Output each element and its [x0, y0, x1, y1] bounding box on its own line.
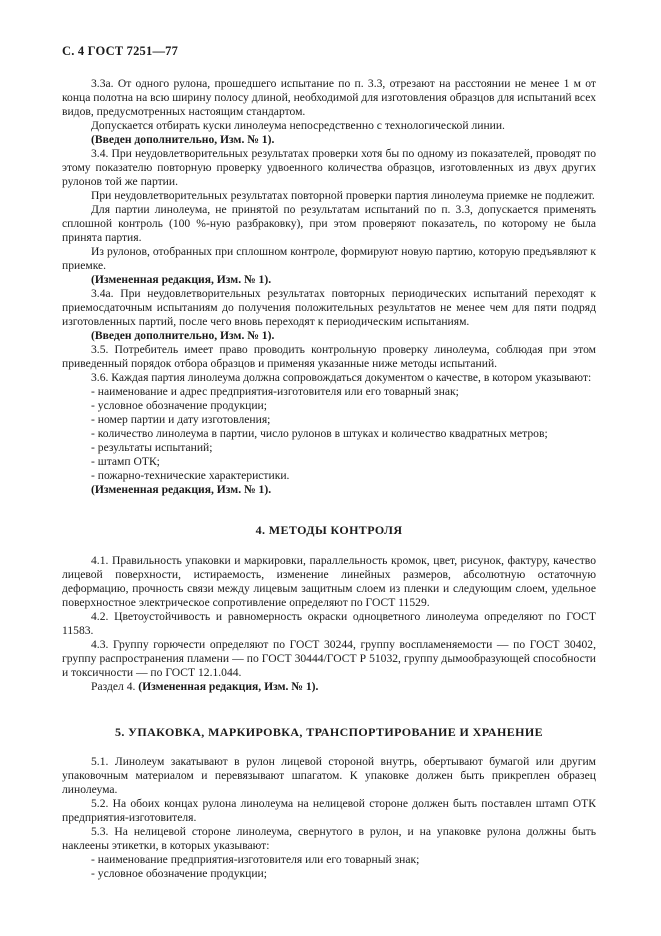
quality-document-list [62, 385, 596, 483]
section-4-edit-prefix: Раздел 4. [91, 680, 136, 693]
paragraph: Допускается отбирать куски линолеума непосредственно с технологической линии. [91, 119, 505, 132]
section-4-body [62, 554, 596, 680]
paragraph: 3.3а. От одного рулона, прошедшего испытание по п. 3.3, отрезают на расстоянии не менее 1 м от конца полотна на всю ширину полосу длиной, необходимой для изготовления образцов для испытаний всех видов, предусмотренных настоящим стандартом. [62, 77, 596, 118]
list-item: - пожарно-технические характеристики. [91, 469, 596, 483]
paragraph: 3.5. Потребитель имеет право проводить контрольную проверку линолеума, соблюдая при этом приведенный порядок отбора образцов и применяя указанные ниже методы испытаний. [62, 343, 596, 370]
section-5-title: 5. УПАКОВКА, МАРКИРОВКА, ТРАНСПОРТИРОВАНИЕ И ХРАНЕНИЕ [114, 725, 544, 739]
list-item: - наименование и адрес предприятия-изготовителя или его товарный знак; [91, 385, 596, 399]
list-item: - номер партии и дату изготовления; [91, 413, 596, 427]
document-body [62, 77, 596, 881]
section-5-body [62, 755, 596, 853]
section-3-continuation [62, 77, 596, 385]
paragraph: 5.2. На обоих концах рулона линолеума на нелицевой стороне должен быть поставлен штамп ОТК предприятия-изготовителя. [62, 797, 596, 824]
list-item: - наименование предприятия-изготовителя или его товарный знак; [91, 853, 596, 867]
paragraph: При неудовлетворительных результатах повторной проверки партия линолеума приемке не подлежит. [91, 189, 595, 202]
list-item: - условное обозначение продукции; [91, 399, 596, 413]
list-item: - штамп ОТК; [91, 455, 596, 469]
edit-note: (Измененная редакция, Изм. № 1). [91, 483, 272, 496]
list-item: - условное обозначение продукции; [91, 867, 596, 881]
paragraph: 5.1. Линолеум закатывают в рулон лицевой стороной внутрь, обертывают бумагой или другим упаковочным материалом и перевязывают шпагатом. К упаковке должен быть прикреплен образец линолеума. [62, 755, 596, 796]
list-item: - количество линолеума в партии, число рулонов в штуках и количество квадратных метров; [91, 427, 596, 441]
edit-note: (Введен дополнительно, Изм. № 1). [91, 329, 275, 342]
paragraph: 5.3. На нелицевой стороне линолеума, свернутого в рулон, и на упаковке рулона должны быть наклеены этикетки, в которых указывают: [62, 825, 596, 852]
page-header: С. 4 ГОСТ 7251—77 [62, 44, 179, 58]
paragraph: 4.2. Цветоустойчивость и равномерность окраски одноцветного линолеума определяют по ГОСТ 11583. [62, 610, 596, 637]
paragraph: Из рулонов, отобранных при сплошном контроле, формируют новую партию, которую предъявляют к приемке. [62, 245, 596, 272]
paragraph: 4.3. Группу горючести определяют по ГОСТ 30244, группу воспламеняемости — по ГОСТ 30402, группу распространения пламени — по ГОСТ 30444/ГОСТ Р 51032, группу дымообразующей способности и токсичности — по ГОСТ 12.1.044. [62, 638, 596, 679]
section-4-edit-text: (Измененная редакция, Изм. № 1). [138, 680, 319, 693]
section-4-title: 4. МЕТОДЫ КОНТРОЛЯ [255, 523, 403, 537]
paragraph: Для партии линолеума, не принятой по результатам испытаний по п. 3.3, допускается применять сплошной контроль (100 %-ную разбраковку), при этом проверяют показатель, по которому не была принята партия. [62, 203, 596, 244]
section-4-edit-note [62, 680, 596, 694]
label-contents-list [62, 853, 596, 881]
paragraph: 3.6. Каждая партия линолеума должна сопровождаться документом о качестве, в котором указывают: [91, 371, 592, 384]
paragraph: 3.4а. При неудовлетворительных результатах повторных периодических испытаний переходят к приемосдаточным испытаниям до получения положительных результатов не менее чем для пяти подряд изготовленных партий, после чего вновь переходят к периодическим испытаниям. [62, 287, 596, 328]
edit-note: (Введен дополнительно, Изм. № 1). [91, 133, 275, 146]
list-item: - результаты испытаний; [91, 441, 596, 455]
edit-note: (Измененная редакция, Изм. № 1). [91, 273, 272, 286]
paragraph: 4.1. Правильность упаковки и маркировки, параллельность кромок, цвет, рисунок, фактуру, качество лицевой поверхности, истираемость, изменение линейных размеров, абсолютную остаточную деформацию, прочность связи между лицевым защитным слоем из пленки и следующим слоем, удельное поверхностное электрическое сопротивление определяют по ГОСТ 11529. [62, 554, 596, 609]
paragraph: 3.4. При неудовлетворительных результатах проверки хотя бы по одному из показателей, проводят по этому показателю повторную проверку удвоенного количества образцов, изготовленных из двух других рулонов той же партии. [62, 147, 596, 188]
